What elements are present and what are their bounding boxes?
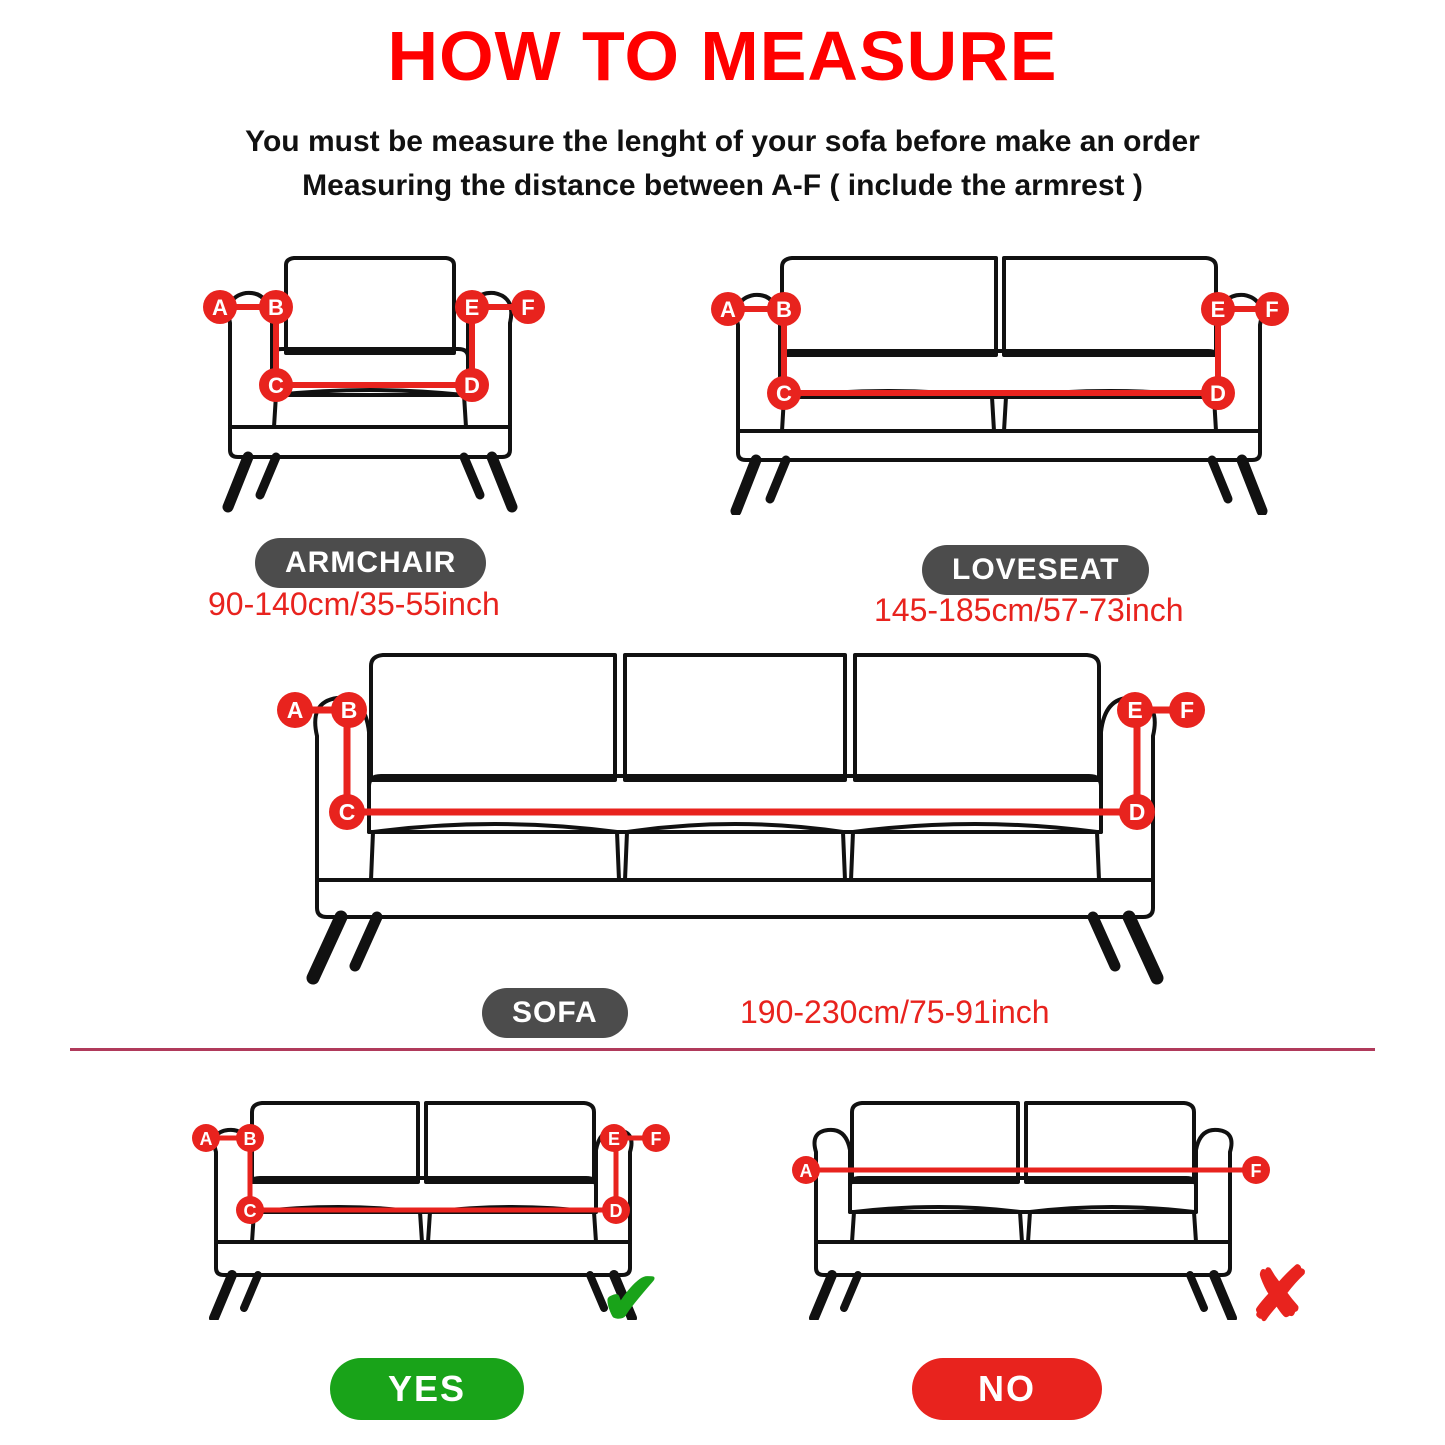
- svg-text:D: D: [1128, 799, 1146, 825]
- page-subtitle: [0, 120, 1445, 208]
- svg-text:D: D: [609, 1201, 623, 1221]
- armchair-dimension: 90-140cm/35-55inch: [208, 586, 500, 622]
- svg-text:B: B: [243, 1129, 257, 1149]
- svg-text:C: C: [243, 1201, 257, 1221]
- svg-text:E: E: [1210, 297, 1226, 322]
- correct-example-overlay: [180, 1090, 670, 1320]
- svg-text:E: E: [607, 1129, 621, 1149]
- svg-text:B: B: [340, 697, 358, 723]
- svg-text:A: A: [799, 1161, 813, 1181]
- cross-icon: ✘: [1248, 1253, 1311, 1336]
- svg-text:D: D: [464, 373, 480, 398]
- svg-text:E: E: [1127, 697, 1143, 723]
- loveseat-label-badge: LOVESEAT: [922, 545, 1149, 595]
- sofa-measure-overlay: [265, 640, 1205, 990]
- svg-text:A: A: [212, 295, 228, 320]
- svg-text:C: C: [338, 799, 356, 825]
- svg-text:F: F: [1250, 1161, 1262, 1181]
- svg-text:F: F: [1265, 297, 1279, 322]
- check-icon: ✔: [600, 1257, 663, 1340]
- svg-text:A: A: [720, 297, 736, 322]
- svg-text:B: B: [268, 295, 284, 320]
- armchair-label-badge: ARMCHAIR: [255, 538, 486, 588]
- subtitle-line-1: You must be measure the lenght of your sofa before make an order: [245, 125, 1200, 158]
- svg-text:B: B: [776, 297, 792, 322]
- loveseat-measure-overlay: [700, 245, 1300, 515]
- svg-text:F: F: [521, 295, 535, 320]
- yes-badge: YES: [330, 1358, 524, 1420]
- incorrect-example-overlay: [780, 1090, 1270, 1320]
- svg-text:A: A: [199, 1129, 213, 1149]
- section-divider: [70, 1048, 1375, 1051]
- sofa-dimension: 190-230cm/75-91inch: [740, 994, 1050, 1030]
- no-badge: NO: [912, 1358, 1102, 1420]
- svg-text:F: F: [1179, 697, 1195, 723]
- armchair-measure-overlay: [190, 245, 570, 515]
- svg-text:C: C: [776, 381, 792, 406]
- page-title: HOW TO MEASURE: [387, 17, 1058, 95]
- loveseat-dimension: 145-185cm/57-73inch: [874, 592, 1184, 628]
- sofa-label-badge: SOFA: [482, 988, 628, 1038]
- svg-text:D: D: [1210, 381, 1226, 406]
- subtitle-line-2: Measuring the distance between A-F ( include the armrest ): [302, 169, 1143, 202]
- svg-text:E: E: [464, 295, 480, 320]
- svg-text:C: C: [268, 373, 284, 398]
- svg-text:F: F: [650, 1129, 662, 1149]
- svg-text:A: A: [286, 697, 304, 723]
